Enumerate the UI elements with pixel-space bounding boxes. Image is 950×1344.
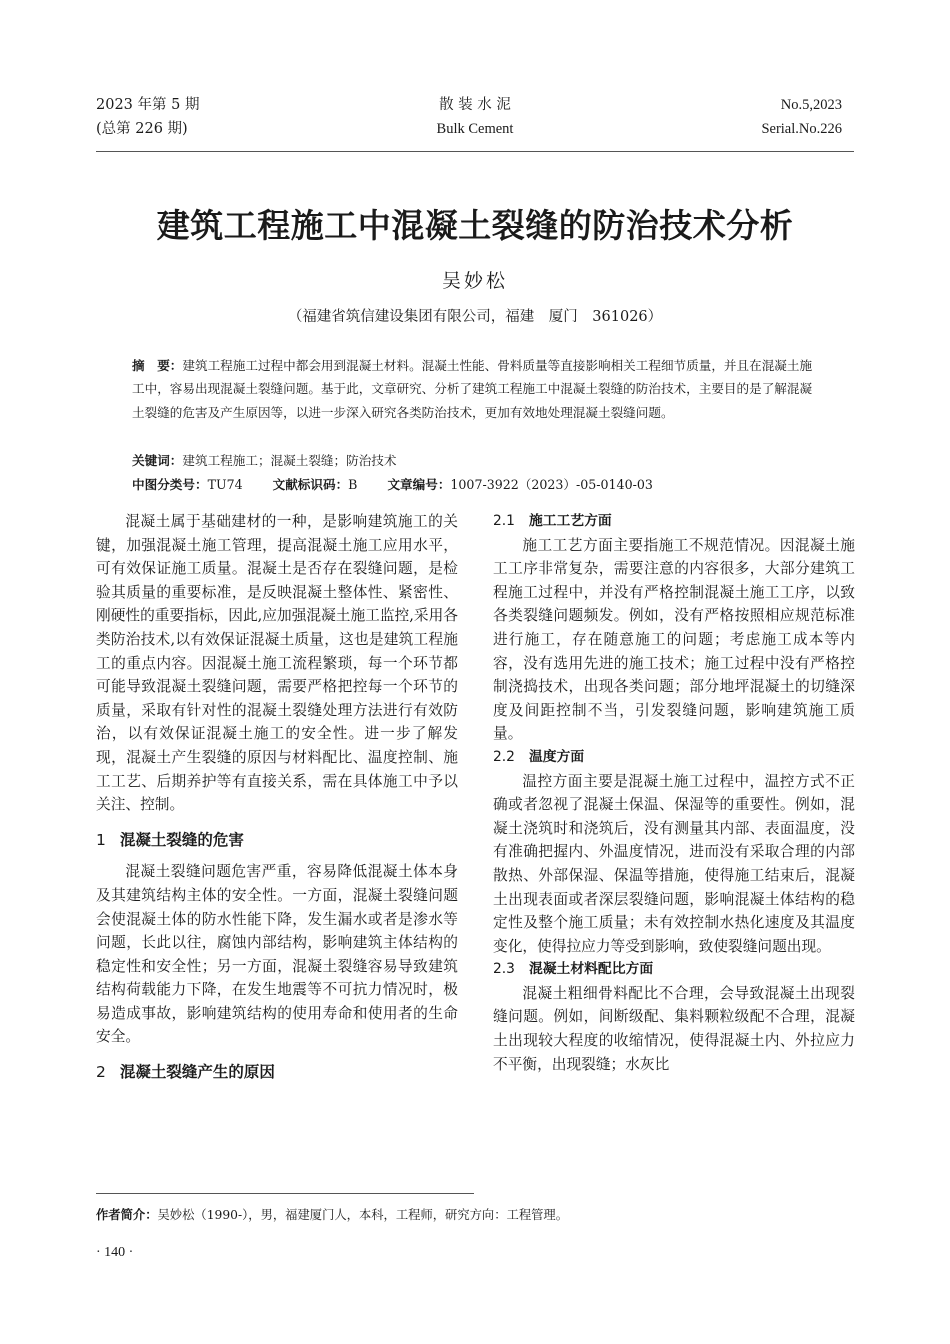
abstract	[132, 354, 822, 424]
keywords-label: 关键词：	[132, 453, 183, 468]
author-bio-label: 作者简介：	[96, 1208, 158, 1222]
article-no-value: 1007-3922（2023）-05-0140-03	[450, 477, 653, 492]
issue-info	[96, 93, 199, 141]
author-bio-text: 吴妙松（1990-），男，福建厦门人，本科，工程师，研究方向：工程管理。	[157, 1208, 569, 1222]
abstract-text: 建筑工程施工过程中都会用到混凝土材料。混凝土性能、骨料质量等直接影响相关工程细节质量，并且在混凝土施工中，容易出现混凝土裂缝问题。基于此，文章研究、分析了建筑工程施工中混凝土裂缝的防治技术，主要目的是了解混凝土裂缝的危害及产生原因等，以进一步深入研究各类防治技术，更加有效地处理混凝土裂缝问题。	[132, 358, 813, 420]
total-issue-number: (总第 226 期)	[96, 121, 188, 137]
journal-name-en: Bulk Cement	[436, 121, 514, 137]
article-title: 建筑工程施工中混凝土裂缝的防治技术分析	[156, 206, 794, 245]
section-2-1-number: 2.1	[493, 513, 515, 529]
section-2-3-title: 混凝土材料配比方面	[528, 961, 654, 978]
keywords-text: 建筑工程施工；混凝土裂缝；防治技术	[182, 453, 397, 468]
clc-value: TU74	[207, 477, 243, 492]
section-2-2-number: 2.2	[493, 748, 515, 765]
keywords	[132, 451, 396, 471]
page-number: · 140 ·	[96, 1245, 134, 1260]
journal-name	[395, 93, 555, 141]
section-1-paragraph: 混凝土裂缝问题危害严重，容易降低混凝土体本身及其建筑结构主体的安全性。一方面，混凝土裂缝问题会使混凝土体的防水性能下降，发生漏水或者是渗水等问题，长此以往，腐蚀内部结构，影响建筑主体结构的稳定性和安全性；另一方面，混凝土裂缝容易导致建筑结构荷载能力下降，在发生地震等不可抗力情况时，极易造成事故，影响建筑结构的使用寿命和使用者的生命安全。	[96, 863, 458, 1046]
section-1-title: 混凝土裂缝的危害	[119, 830, 244, 849]
section-2-2-heading	[493, 746, 855, 770]
serial-info	[761, 93, 842, 141]
intro-paragraph: 混凝土属于基础建材的一种，是影响建筑施工的关键，加强混凝土施工管理，提高混凝土施工应用水平，可有效保证施工质量。混凝土是否存在裂缝问题，是检验其质量的重要标准，是反映混凝土整体性、紧密性、刚硬性的重要指标，因此,应加强混凝土施工监控,采用各类防治技术,以有效保证混凝土质量，这也是建筑工程施工的重点内容。因混凝土施工流程繁琐，每一个环节都可能导致混凝土裂缝问题，需要严格把控每一个环节的质量，采取有针对性的混凝土裂缝处理方法进行有效防治，以有效保证混凝土施工的安全性。进一步了解发现，混凝土产生裂缝的原因与材料配比、温度控制、施工工艺、后期养护等有直接关系，需在具体施工中予以关注、控制。	[96, 513, 458, 814]
section-2-3-paragraph: 混凝土粗细骨料配比不合理，会导致混凝土出现裂缝问题。例如，间断级配、集料颗粒级配不合理，混凝土出现较大程度的收缩情况，使得混凝土内、外拉应力不平衡，出现裂缝；水灰比	[493, 984, 855, 1073]
header-rule	[96, 151, 854, 152]
section-2-1-paragraph: 施工工艺方面主要指施工不规范情况。因混凝土施工工序非常复杂，需要注意的内容很多，大部分建筑工程施工过程中，并没有严格控制混凝土施工工序，以致各类裂缝问题频发。例如，没有严格按照相应规范标准进行施工，存在随意施工的问题；考虑施工成本等内容，没有选用先进的施工技术；施工过程中没有严格控制浇捣技术，出现各类问题；部分地坪混凝土的切缝深度及间距控制不当，引发裂缝问题，影响建筑施工质量。	[493, 536, 855, 743]
section-2-number: 2	[96, 1063, 106, 1082]
section-2-heading	[96, 1061, 458, 1085]
author-name: 吴妙松	[441, 270, 508, 292]
abstract-label: 摘 要：	[132, 358, 183, 373]
right-column	[493, 510, 855, 1076]
serial-no: Serial.No.226	[761, 121, 842, 137]
section-2-2-title: 温度方面	[528, 748, 585, 765]
section-2-3-heading	[493, 958, 855, 982]
section-2-3-number: 2.3	[493, 961, 515, 978]
author-affiliation: （福建省筑信建设集团有限公司，福建 厦门 361026）	[287, 309, 663, 325]
issue-no: No.5,2023	[780, 97, 842, 113]
doc-code-label: 文献标识码：	[272, 477, 349, 492]
section-2-2-paragraph: 温控方面主要是混凝土施工过程中，温控方式不正确或者忽视了混凝土保温、保湿等的重要性。例如，混凝土浇筑时和浇筑后，没有测量其内部、表面温度，没有准确把握内、外温度情况，进而没有采取合理的内部散热、外部保湿、保温等措施，使得施工结束后，混凝土出现表面或者深层裂缝问题，影响混凝土体结构的稳定性及整个施工质量；未有效控制水热化速度及其温度变化，使得拉应力等受到影响，致使裂缝问题出现。	[493, 772, 855, 955]
clc-label: 中图分类号：	[132, 477, 208, 492]
doc-code-value: B	[348, 477, 358, 492]
section-2-title: 混凝土裂缝产生的原因	[119, 1063, 275, 1082]
author-bio	[96, 1205, 568, 1223]
section-2-1-heading	[493, 510, 855, 534]
section-1-number: 1	[96, 830, 106, 849]
classification	[132, 475, 653, 495]
section-1-heading	[96, 829, 458, 853]
journal-name-cn: 散 装 水 泥	[439, 97, 511, 113]
left-column	[96, 510, 458, 1093]
article-no-label: 文章编号：	[387, 477, 451, 492]
footnote-rule	[96, 1193, 474, 1194]
issue-number: 2023 年第 5 期	[96, 97, 200, 113]
section-2-1-title: 施工工艺方面	[528, 513, 612, 529]
